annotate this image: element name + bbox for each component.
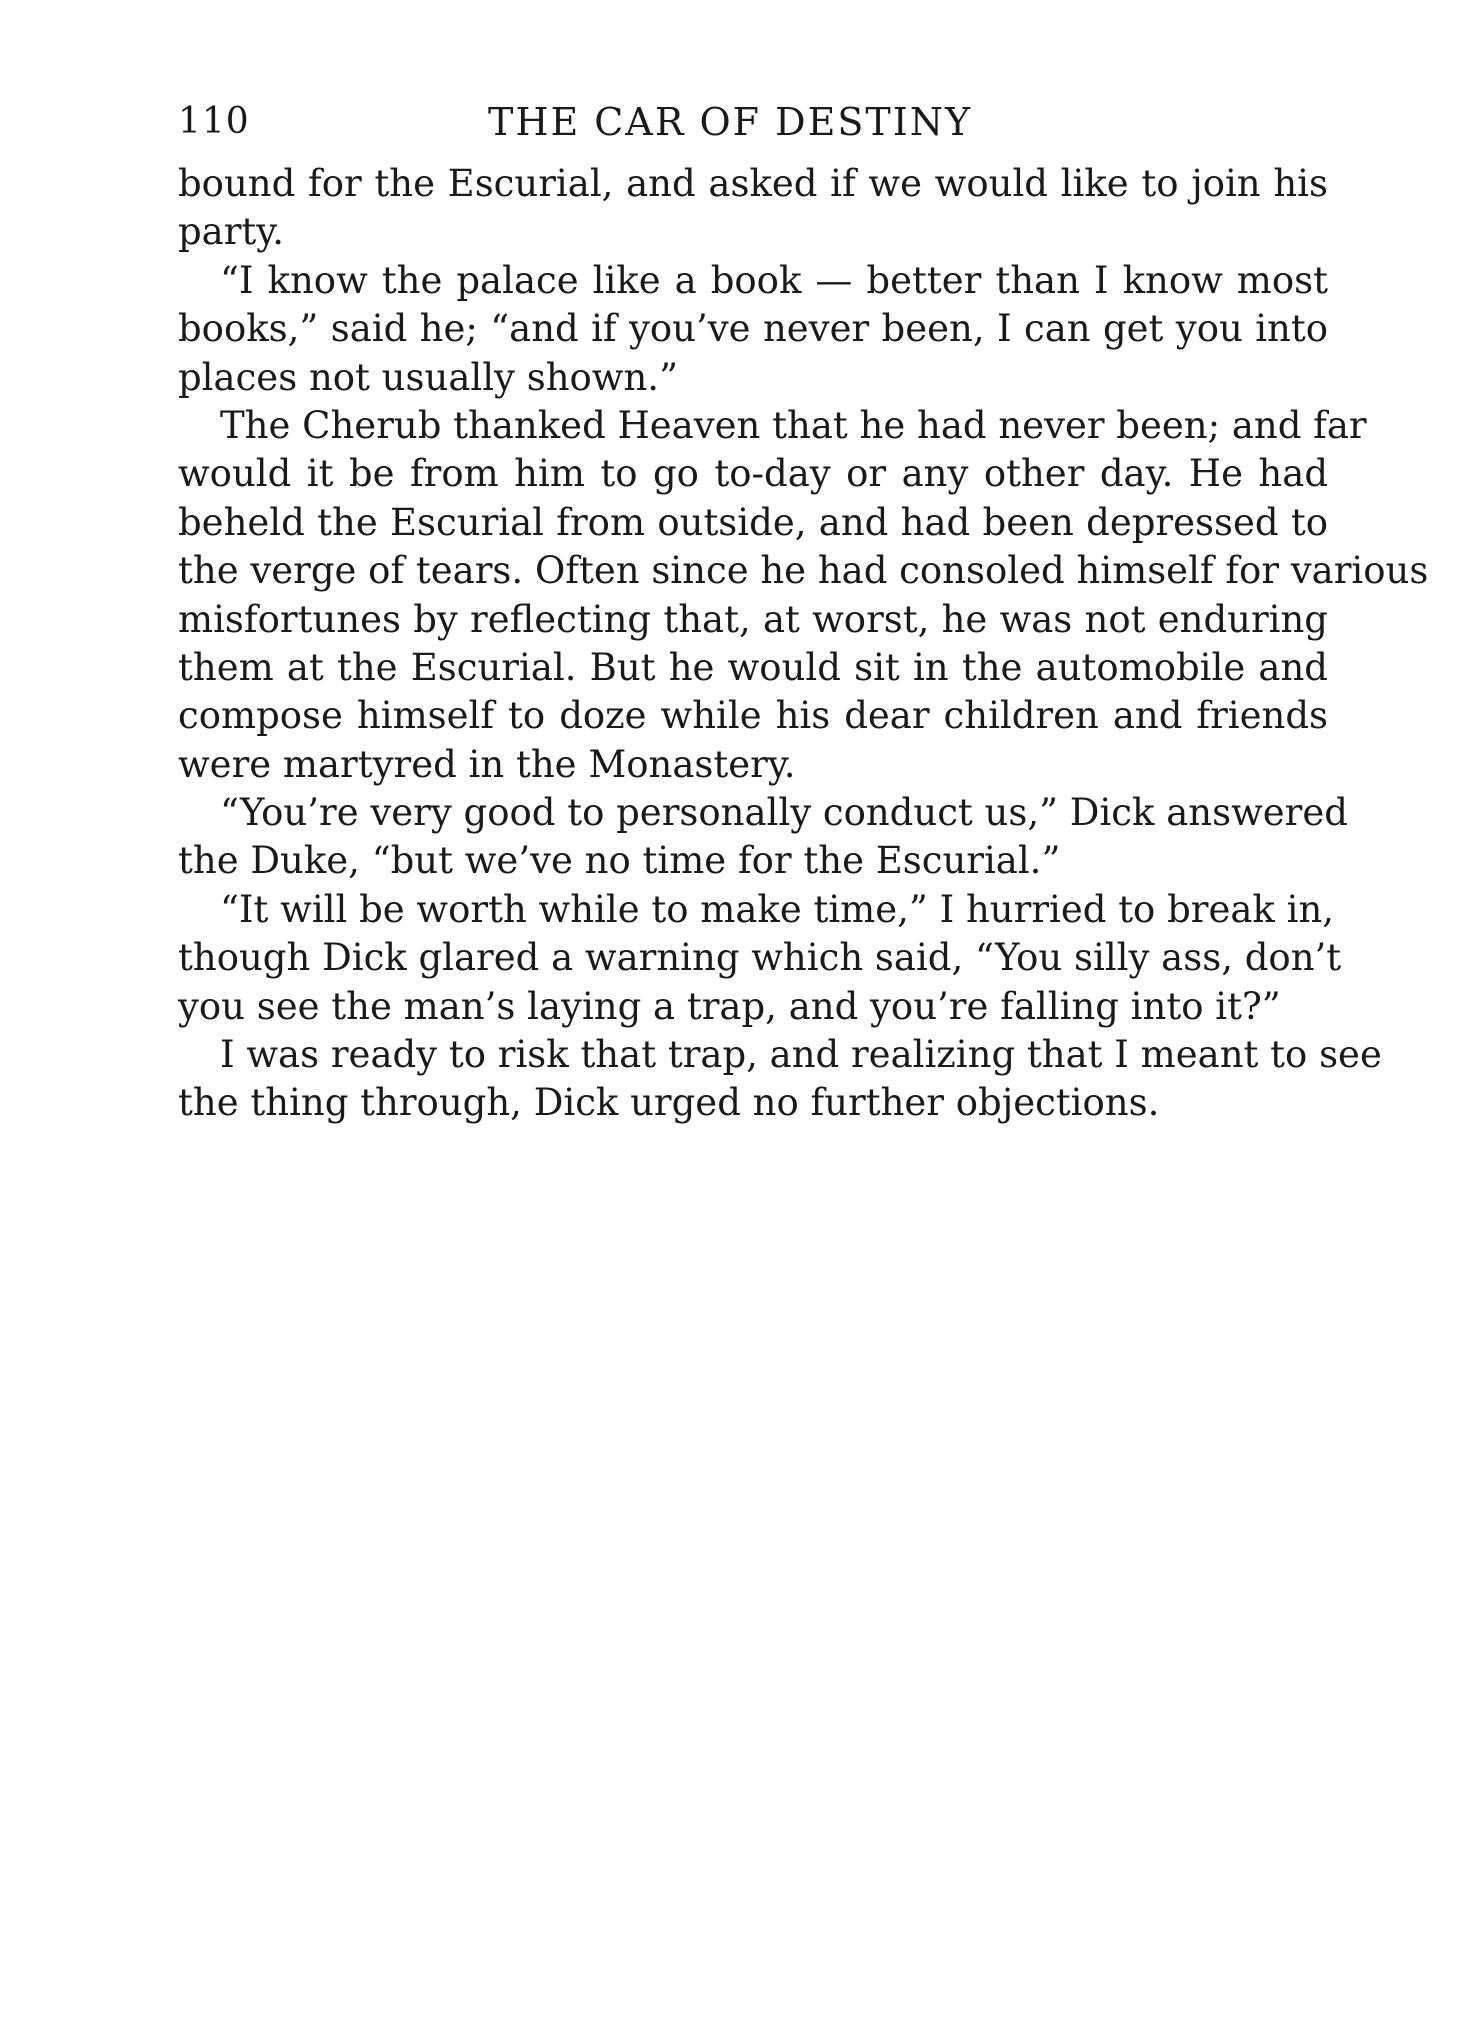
text-line: “I know the palace like a book — better than I know most xyxy=(220,258,1328,302)
text-line: were martyred in the Monastery. xyxy=(178,742,796,786)
text-line: though Dick glared a warning which said, “You silly ass, don’t xyxy=(178,936,1342,980)
text-line: misfortunes by reflecting that, at worst, he was not enduring xyxy=(178,597,1328,641)
page-number: 110 xyxy=(178,101,250,142)
text-line: “It will be worth while to make time,” I hurried to break in, xyxy=(220,887,1335,931)
text-line: beheld the Escurial from outside, and had been depressed to xyxy=(178,500,1328,544)
running-head xyxy=(178,92,1328,152)
text-line: books,” said he; “and if you’ve never been, I can get you into xyxy=(178,307,1328,351)
text-line: bound for the Escurial, and asked if we would like to join his xyxy=(178,162,1328,205)
text-line: would it be from him to go to-day or any other day. He had xyxy=(178,452,1328,496)
text-line: places not usually shown.” xyxy=(178,355,678,399)
text-line: The Cherub thanked Heaven that he had never been; and far xyxy=(220,403,1367,447)
text-line: the Duke, “but we’ve no time for the Escurial.” xyxy=(178,839,1061,883)
text-line: the verge of tears. Often since he had consoled himself for various xyxy=(178,549,1429,593)
body-text xyxy=(178,160,1429,1128)
running-title: THE CAR OF DESTINY xyxy=(488,100,973,144)
text-line: “You’re very good to personally conduct us,” Dick answered xyxy=(220,791,1348,835)
text-line: them at the Escurial. But he would sit in the automobile and xyxy=(178,645,1328,689)
text-line: the thing through, Dick urged no further objections. xyxy=(178,1081,1160,1125)
text-line: compose himself to doze while his dear children and friends xyxy=(178,694,1328,738)
text-line: I was ready to risk that trap, and realizing that I meant to see xyxy=(220,1033,1382,1077)
text-line: party. xyxy=(178,210,285,254)
text-line: you see the man’s laying a trap, and you’re falling into it?” xyxy=(178,984,1281,1028)
